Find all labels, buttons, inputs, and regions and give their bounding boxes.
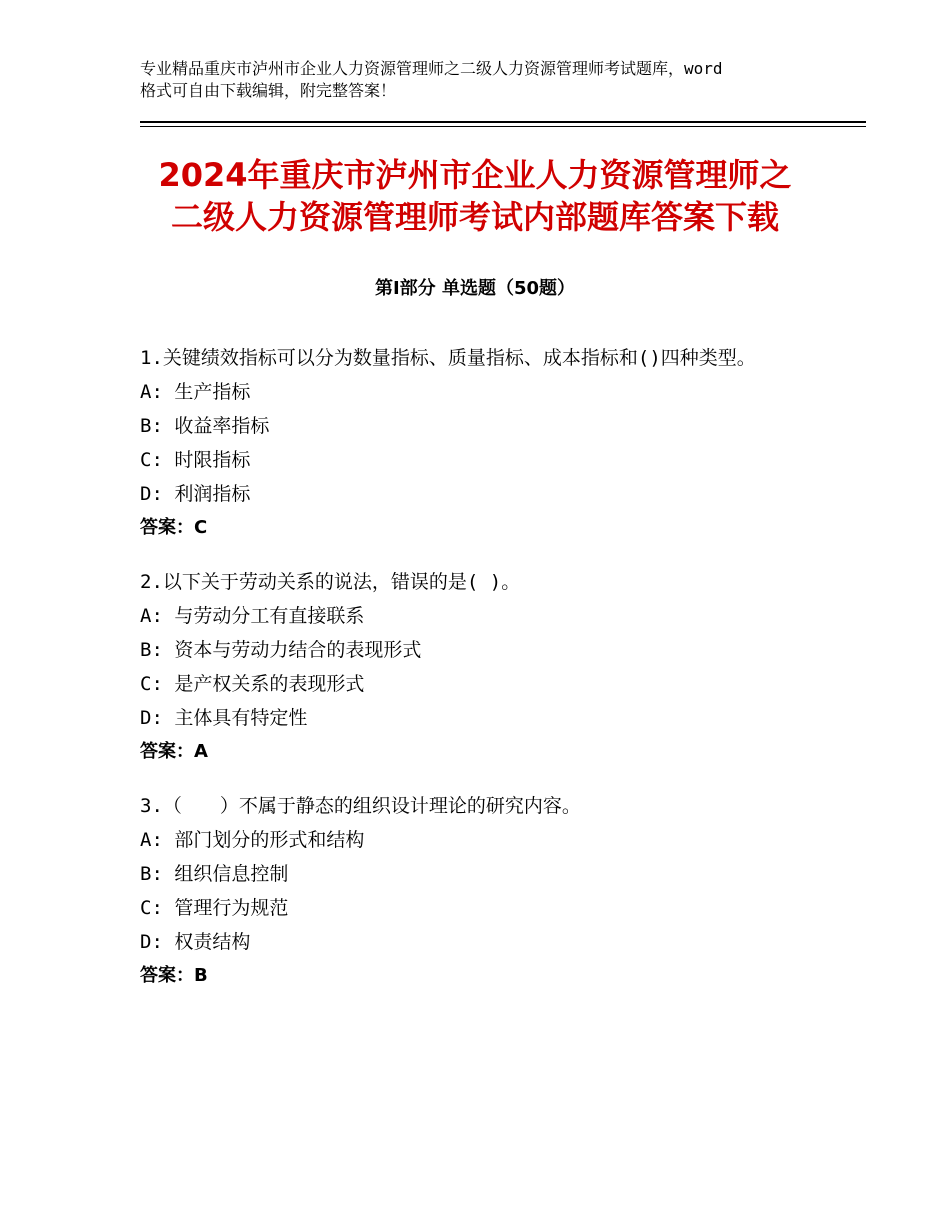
question-stem: 3.（ ）不属于静态的组织设计理论的研究内容。 [140,795,581,817]
question-1 [140,341,820,545]
option-b: B: 资本与劳动力结合的表现形式 [140,639,422,661]
option-c: C: 时限指标 [140,449,251,471]
question-list [140,341,820,1013]
option-a: A: 生产指标 [140,381,251,403]
document-title [0,154,950,238]
option-c: C: 管理行为规范 [140,897,289,919]
header-divider-thick [140,121,866,123]
question-stem: 2.以下关于劳动关系的说法，错误的是( )。 [140,571,521,593]
document-title-line-1: 2024年重庆市泸州市企业人力资源管理师之 [158,156,792,194]
option-d: D: 主体具有特定性 [140,707,308,729]
header-divider-thin [140,126,866,127]
option-b: B: 收益率指标 [140,415,270,437]
header-note [140,58,840,102]
answer-line: 答案：A [140,741,208,762]
question-stem: 1.关键绩效指标可以分为数量指标、质量指标、成本指标和()四种类型。 [140,347,756,369]
option-a: A: 部门划分的形式和结构 [140,829,365,851]
option-d: D: 权责结构 [140,931,251,953]
option-a: A: 与劳动分工有直接联系 [140,605,365,627]
section-heading: 第Ⅰ部分 单选题（50题） [374,278,575,299]
header-note-line-1: 专业精品重庆市泸州市企业人力资源管理师之二级人力资源管理师考试题库，word [140,59,723,78]
question-2 [140,565,820,769]
option-b: B: 组织信息控制 [140,863,289,885]
option-d: D: 利润指标 [140,483,251,505]
option-c: C: 是产权关系的表现形式 [140,673,365,695]
answer-line: 答案：C [140,517,208,538]
document-title-line-2: 二级人力资源管理师考试内部题库答案下载 [170,198,779,236]
question-3 [140,789,820,993]
answer-line: 答案：B [140,965,208,986]
header-note-line-2: 格式可自由下载编辑，附完整答案！ [140,81,397,100]
